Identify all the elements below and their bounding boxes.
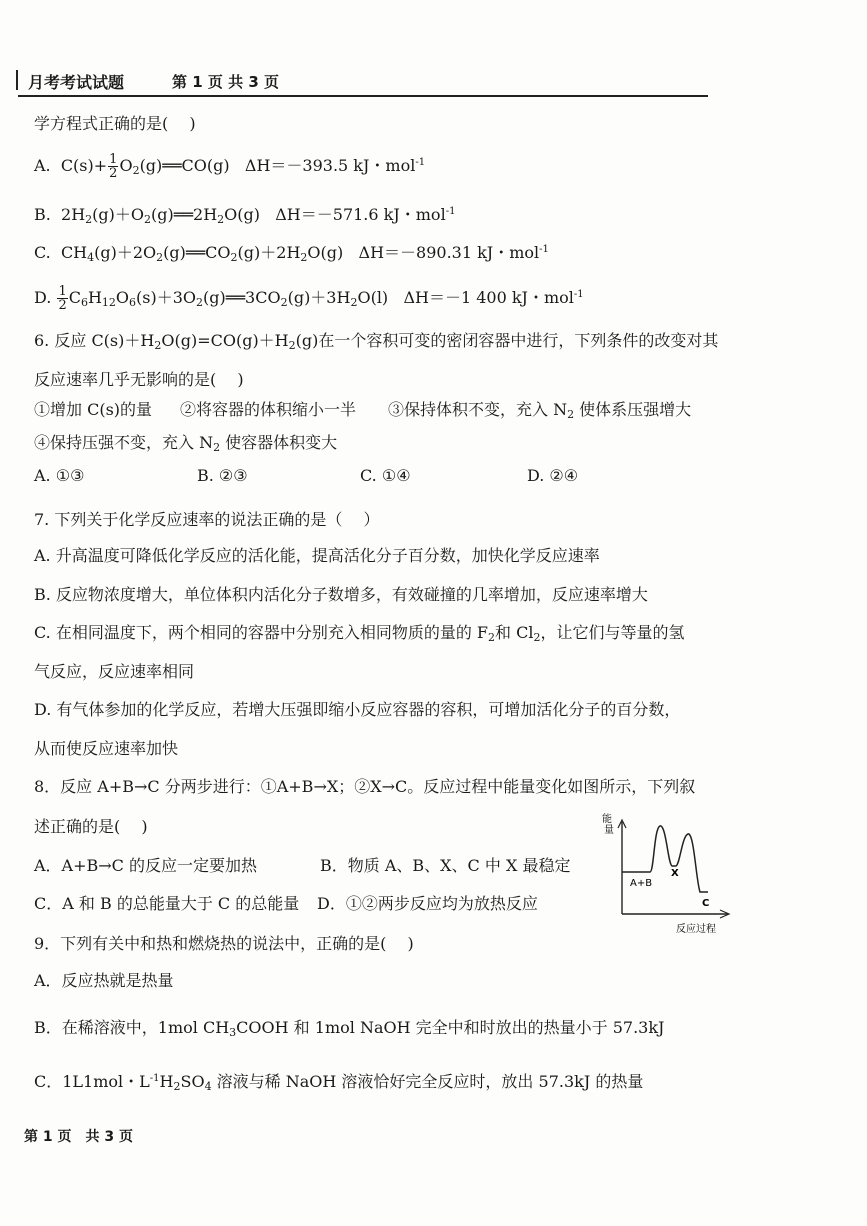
q5-option-d: D. $\frac{1}{2}$ $C_6H_{12}O_6(s)+3O_2(g)══3CO_2(g)+3H_2O(l)$ ΔH＝－1 400 kJ・mol$^{-1}$ bbox=[34, 284, 584, 313]
q9-option-c: C．1L1mol・$L^{-1}H_2SO_4$ 溶液与稀 NaOH 溶液恰好完全反应时，放出 57.3kJ 的热量 bbox=[34, 1072, 644, 1093]
q8-option-a: A．A+B→C 的反应一定要加热 bbox=[34, 856, 258, 875]
q7-option-b: B. 反应物浓度增大，单位体积内活化分子数增多，有效碰撞的几率增加，反应速率增大 bbox=[34, 585, 648, 604]
q7-option-d-line1: D. 有气体参加的化学反应，若增大压强即缩小反应容器的容积，可增加活化分子的百分数， bbox=[34, 700, 681, 719]
header-page-number: 第 1 页 共 3 页 bbox=[172, 73, 279, 91]
q6-option-c: C. ①④ bbox=[360, 466, 411, 485]
q7-stem: 7. 下列关于化学反应速率的说法正确的是（ ） bbox=[34, 510, 380, 529]
y-axis-label-1: 能 bbox=[602, 814, 612, 825]
q6-condition-1: ①增加 C(s)的量 bbox=[34, 400, 153, 419]
q5-option-b: B. $2H_2(g)+O_2(g)══2H_2O(g)$ ΔH＝－571.6 kJ・mol$^{-1}$ bbox=[34, 205, 456, 226]
exam-title: 月考考试试题 bbox=[28, 73, 125, 92]
q7-option-a: A. 升高温度可降低化学反应的活化能，提高活化分子百分数，加快化学反应速率 bbox=[34, 546, 600, 565]
x-axis-label: 反应过程 bbox=[676, 924, 716, 935]
q6-condition-4: ④保持压强不变，充入 $N_2$ 使容器体积变大 bbox=[34, 433, 338, 454]
header-marker bbox=[16, 70, 18, 90]
q8-stem-line2: 述正确的是( ) bbox=[34, 817, 148, 836]
q7-option-c-line1: C. 在相同温度下，两个相同的容器中分别充入相同物质的量的 $F_2$和 $Cl_2$，让它们与等量的氢 bbox=[34, 623, 685, 644]
q8-option-b: B．物质 A、B、X、C 中 X 最稳定 bbox=[320, 856, 571, 875]
q5-option-c: C. $CH_4(g)+2O_2(g)══CO_2(g)+2H_2O(g)$ ΔH＝－890.31 kJ・mol$^{-1}$ bbox=[34, 243, 549, 264]
q5-option-a: A. C(s)+ $\frac{1}{2}$ $O_2(g)══CO(g)$ ΔH＝－393.5 kJ・mol$^{-1}$ bbox=[34, 152, 426, 181]
y-axis-label-2: 量 bbox=[604, 825, 614, 836]
q8-option-c: C．A 和 B 的总能量大于 C 的总能量 bbox=[34, 894, 300, 913]
q6-option-d: D. ②④ bbox=[527, 466, 579, 485]
q8-option-d: D．①②两步反应均为放热反应 bbox=[317, 894, 538, 913]
q8-stem-line1: 8．反应 A+B→C 分两步进行：①A+B→X；②X→C。反应过程中能量变化如图所示，下列叙 bbox=[34, 777, 696, 796]
label-x: X bbox=[671, 868, 679, 879]
q5-stem-tail: 学方程式正确的是( ) bbox=[34, 114, 196, 133]
header-rule bbox=[18, 95, 708, 97]
q6-option-b: B. ②③ bbox=[197, 466, 248, 485]
fraction: $\frac{1}{2}$ bbox=[109, 152, 118, 181]
label-a-plus-b: A+B bbox=[630, 878, 653, 889]
q6-stem-line2: 反应速率几乎无影响的是( ) bbox=[34, 370, 244, 389]
q7-option-c-line2: 气反应，反应速率相同 bbox=[34, 662, 195, 681]
q6-condition-3: ③保持体积不变，充入 $N_2$ 使体系压强增大 bbox=[388, 400, 692, 421]
q6-option-a: A. ①③ bbox=[34, 466, 85, 485]
q9-stem: 9．下列有关中和热和燃烧热的说法中，正确的是( ) bbox=[34, 934, 414, 953]
q9-option-b: B．在稀溶液中，1mol $CH_3COOH$ 和 1mol NaOH 完全中和时放出的热量小于 57.3kJ bbox=[34, 1018, 665, 1039]
footer-page-number: 第 1 页 共 3 页 bbox=[24, 1129, 133, 1145]
q7-option-d-line2: 从而使反应速率加快 bbox=[34, 739, 179, 758]
label-c: C bbox=[702, 898, 710, 909]
fraction: $\frac{1}{2}$ bbox=[58, 284, 67, 313]
energy-diagram bbox=[598, 808, 738, 938]
q6-stem-line1: 6. 反应 $C(s)+H_2O(g)=CO(g)+H_2(g)$在一个容积可变的密闭容器中进行，下列条件的改变对其 bbox=[34, 331, 719, 352]
q9-option-a: A．反应热就是热量 bbox=[34, 971, 174, 990]
q6-condition-2: ②将容器的体积缩小一半 bbox=[180, 400, 357, 419]
